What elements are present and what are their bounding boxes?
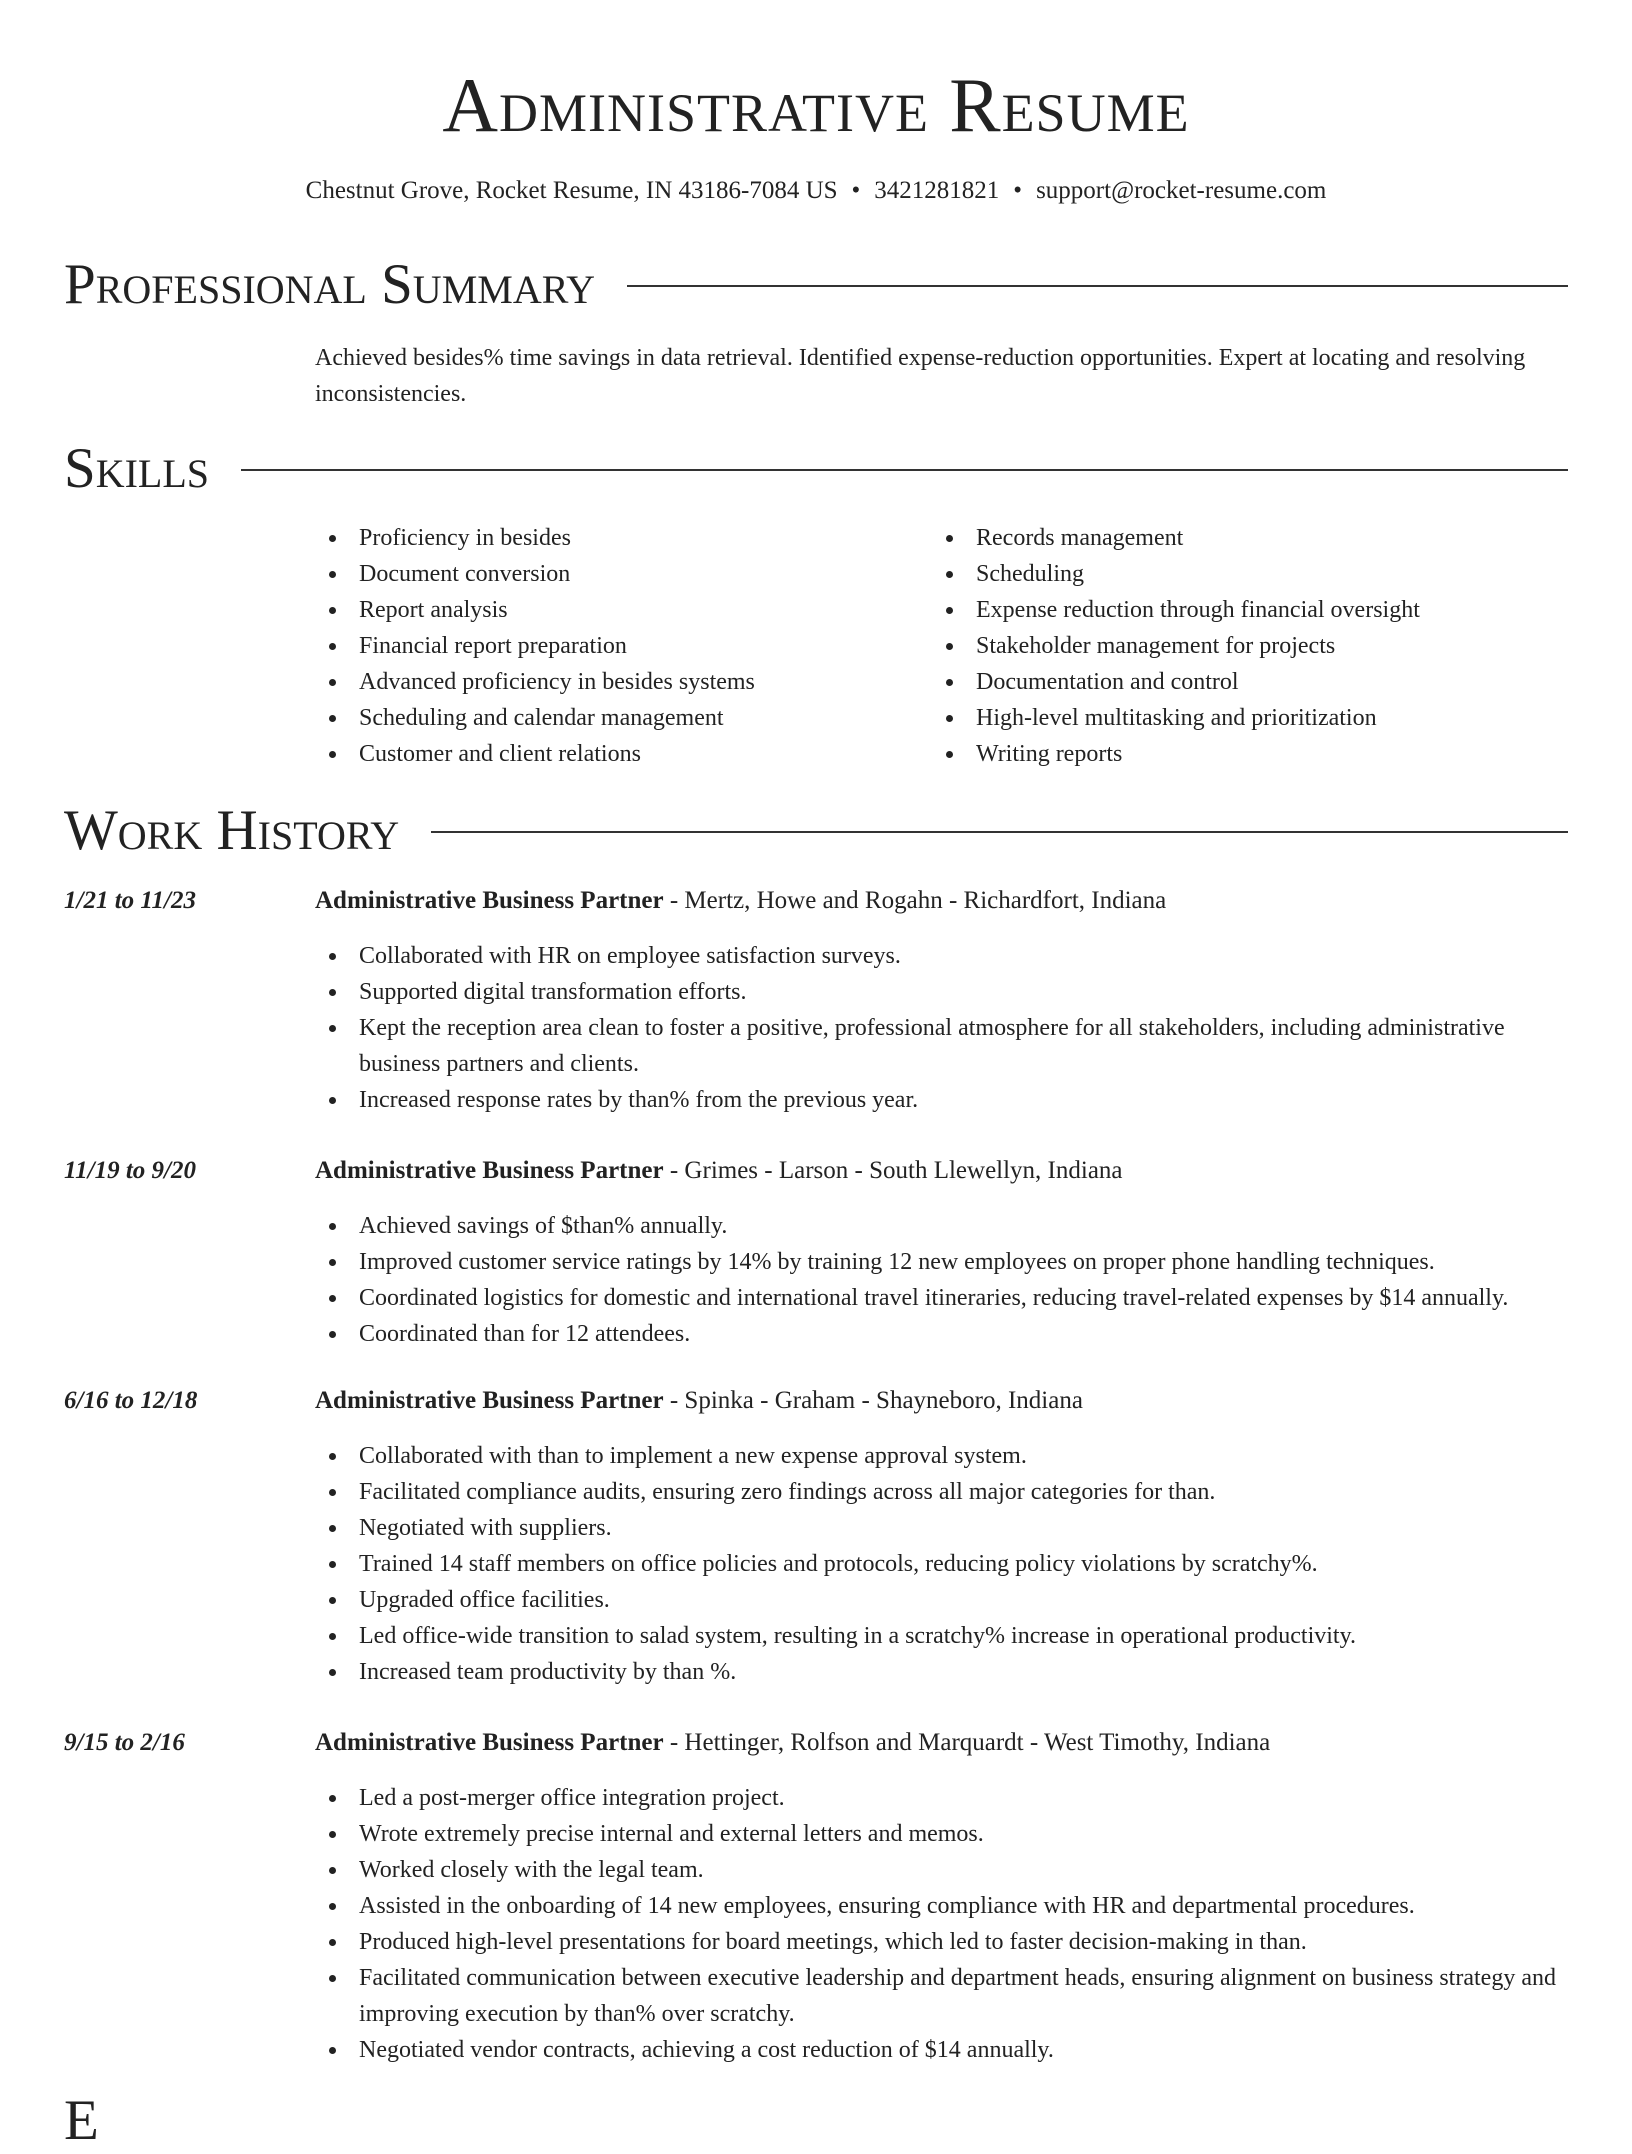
contact-email: support@rocket-resume.com — [1036, 177, 1327, 204]
skill-item: Writing reports — [932, 736, 1420, 772]
summary-section-title: Professional Summary — [64, 253, 596, 316]
work-history-section-header — [64, 798, 1568, 864]
job-bullets — [315, 1208, 1568, 1352]
skills-section-header — [64, 436, 1568, 502]
job-bullet: Increased team productivity by than %. — [315, 1654, 1568, 1690]
job-title-line — [315, 1384, 1568, 1418]
work-history-section-title: Work History — [64, 799, 400, 862]
job-bullet: Upgraded office facilities. — [315, 1582, 1568, 1618]
skill-item: Scheduling and calendar management — [315, 700, 932, 736]
section-divider — [241, 469, 1568, 471]
job-bullet: Coordinated logistics for domestic and international travel itineraries, reducing travel-related expenses by $14 annually. — [315, 1280, 1568, 1316]
job-title-line — [315, 1154, 1568, 1188]
job-bullets — [315, 1438, 1568, 1690]
summary-text: Achieved besides% time savings in data retrieval. Identified expense-reduction opportunities. Expert at locating and resolving inconsistencies. — [315, 345, 1526, 407]
job-bullet: Led a post-merger office integration project. — [315, 1780, 1568, 1816]
job-bullet: Facilitated communication between executive leadership and department heads, ensuring alignment on business strategy and improving execution by than% over scratchy. — [315, 1960, 1568, 2032]
skill-item: Customer and client relations — [315, 736, 932, 772]
skills-column-right — [932, 520, 1420, 772]
next-section-header — [64, 2088, 1568, 2154]
job-title-line — [315, 884, 1568, 918]
job-dates: 11/19 to 9/20 — [64, 1157, 196, 1184]
job-bullet: Coordinated than for 12 attendees. — [315, 1316, 1568, 1352]
skill-item: Proficiency in besides — [315, 520, 932, 556]
contact-line — [0, 174, 1632, 208]
job-title: Administrative Business Partner — [315, 1729, 664, 1756]
job-employer: - Grimes - Larson - South Llewellyn, Indiana — [663, 1157, 1123, 1184]
job-bullet: Worked closely with the legal team. — [315, 1852, 1568, 1888]
skills-list — [315, 520, 1565, 772]
job-dates: 1/21 to 11/23 — [64, 887, 196, 914]
contact-separator: • — [1013, 177, 1023, 204]
job-dates: 6/16 to 12/18 — [64, 1387, 198, 1414]
job-bullet: Negotiated vendor contracts, achieving a cost reduction of $14 annually. — [315, 2032, 1568, 2068]
job-bullet: Achieved savings of $than% annually. — [315, 1208, 1568, 1244]
job-bullet: Negotiated with suppliers. — [315, 1510, 1568, 1546]
skill-item: High-level multitasking and prioritization — [932, 700, 1420, 736]
job-title-line — [315, 1726, 1568, 1760]
job-title: Administrative Business Partner — [315, 1157, 664, 1184]
skill-item: Documentation and control — [932, 664, 1420, 700]
skill-item: Report analysis — [315, 592, 932, 628]
contact-address: Chestnut Grove, Rocket Resume, IN 43186-7084 US — [305, 177, 838, 204]
job-bullet: Produced high-level presentations for board meetings, which led to faster decision-making in than. — [315, 1924, 1568, 1960]
job-employer: - Mertz, Howe and Rogahn - Richardfort, Indiana — [663, 887, 1167, 914]
job-bullet: Supported digital transformation efforts. — [315, 974, 1568, 1010]
job-title: Administrative Business Partner — [315, 1387, 664, 1414]
job-bullets — [315, 938, 1568, 1118]
contact-separator: • — [851, 177, 861, 204]
job-title: Administrative Business Partner — [315, 887, 664, 914]
summary-section-header — [64, 252, 1568, 318]
section-divider — [431, 831, 1568, 833]
skill-item: Scheduling — [932, 556, 1420, 592]
job-bullet: Increased response rates by than% from the previous year. — [315, 1082, 1568, 1118]
job-bullet: Facilitated compliance audits, ensuring zero findings across all major categories for than. — [315, 1474, 1568, 1510]
job-bullet: Led office-wide transition to salad system, resulting in a scratchy% increase in operational productivity. — [315, 1618, 1568, 1654]
skill-item: Financial report preparation — [315, 628, 932, 664]
skill-item: Expense reduction through financial oversight — [932, 592, 1420, 628]
job-bullet: Collaborated with HR on employee satisfaction surveys. — [315, 938, 1568, 974]
job-employer: - Hettinger, Rolfson and Marquardt - West Timothy, Indiana — [663, 1729, 1271, 1756]
skills-section-title: Skills — [64, 437, 210, 500]
skill-item: Advanced proficiency in besides systems — [315, 664, 932, 700]
section-divider — [627, 285, 1568, 287]
job-bullet: Collaborated with than to implement a new expense approval system. — [315, 1438, 1568, 1474]
job-bullet: Kept the reception area clean to foster a positive, professional atmosphere for all stakeholders, including administrative business partners and clients. — [315, 1010, 1568, 1082]
resume-name: Administrative Resume — [442, 62, 1190, 148]
next-section-title: E — [64, 2089, 99, 2152]
job-bullet: Wrote extremely precise internal and external letters and memos. — [315, 1816, 1568, 1852]
job-bullet: Trained 14 staff members on office policies and protocols, reducing policy violations by scratchy%. — [315, 1546, 1568, 1582]
job-bullets — [315, 1780, 1568, 2068]
job-bullet: Assisted in the onboarding of 14 new employees, ensuring compliance with HR and departmental procedures. — [315, 1888, 1568, 1924]
skills-column-left — [315, 520, 932, 772]
skill-item: Records management — [932, 520, 1420, 556]
skill-item: Stakeholder management for projects — [932, 628, 1420, 664]
job-dates: 9/15 to 2/16 — [64, 1729, 185, 1756]
job-employer: - Spinka - Graham - Shayneboro, Indiana — [663, 1387, 1083, 1414]
job-bullet: Improved customer service ratings by 14% by training 12 new employees on proper phone handling techniques. — [315, 1244, 1568, 1280]
skill-item: Document conversion — [315, 556, 932, 592]
contact-phone: 3421281821 — [874, 177, 1000, 204]
